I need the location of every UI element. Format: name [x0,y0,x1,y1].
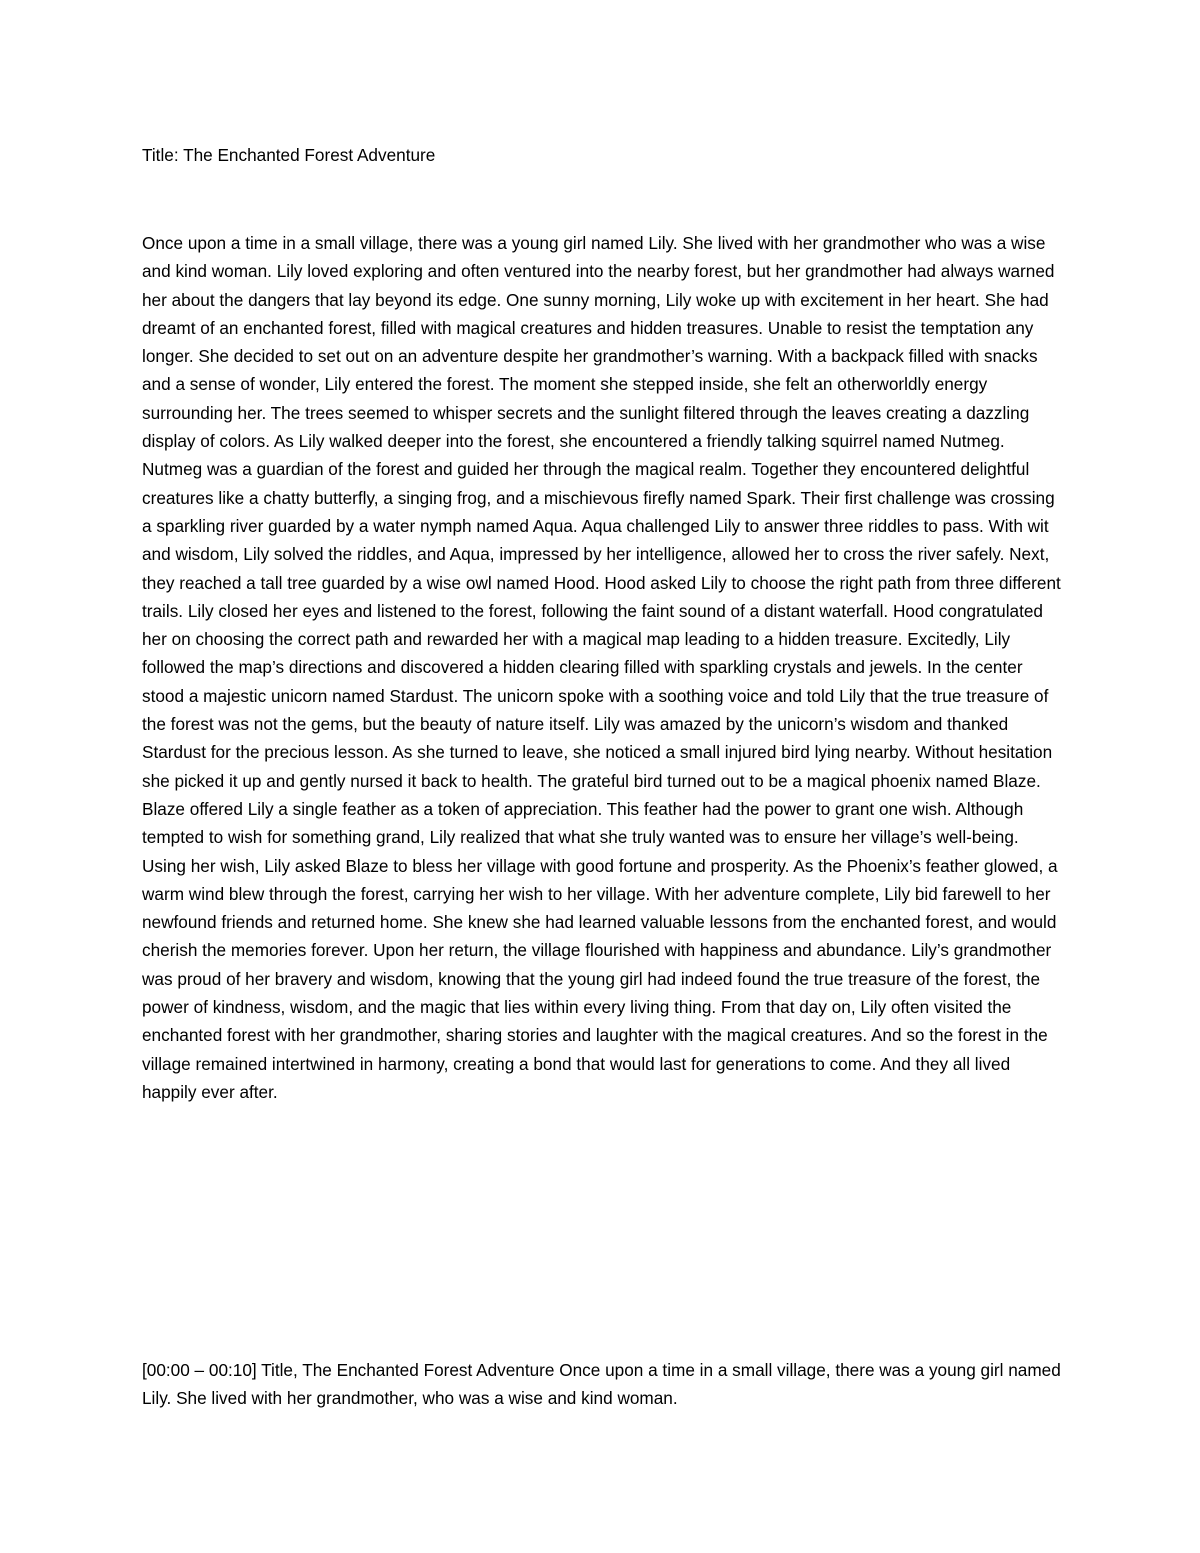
story-paragraph: Once upon a time in a small village, there was a young girl named Lily. She lived with her grandmother who was a wise and kind woman. Lily loved exploring and often ventured into the nearby forest, but her grandmother had always warned her about the dangers that lay beyond its edge. One sunny morning, Lily woke up with excitement in her heart. She had dreamt of an enchanted forest, filled with magical creatures and hidden treasures. Unable to resist the temptation any longer. She decided to set out on an adventure despite her grandmother’s warning. With a backpack filled with snacks and a sense of wonder, Lily entered the forest. The moment she stepped inside, she felt an otherworldly energy surrounding her. The trees seemed to whisper secrets and the sunlight filtered through the leaves creating a dazzling display of colors. As Lily walked deeper into the forest, she encountered a friendly talking squirrel named Nutmeg. Nutmeg was a guardian of the forest and guided her through the magical realm. Together they encountered delightful creatures like a chatty butterfly, a singing frog, and a mischievous firefly named Spark. Their first challenge was crossing a sparkling river guarded by a water nymph named Aqua. Aqua challenged Lily to answer three riddles to pass. With wit and wisdom, Lily solved the riddles, and Aqua, impressed by her intelligence, allowed her to cross the river safely. Next, they reached a tall tree guarded by a wise owl named Hood. Hood asked Lily to choose the right path from three different trails. Lily closed her eyes and listened to the forest, following the faint sound of a distant waterfall. Hood congratulated her on choosing the correct path and rewarded her with a magical map leading to a hidden treasure. Excitedly, Lily followed the map’s directions and discovered a hidden clearing filled with sparkling crystals and jewels. In the center stood a majestic unicorn named Stardust. The unicorn spoke with a soothing voice and told Lily that the true treasure of the forest was not the gems, but the beauty of nature itself. Lily was amazed by the unicorn’s wisdom and thanked Stardust for the precious lesson. As she turned to leave, she noticed a small injured bird lying nearby. Without hesitation she picked it up and gently nursed it back to health. The grateful bird turned out to be a magical phoenix named Blaze. Blaze offered Lily a single feather as a token of appreciation. This feather had the power to grant one wish. Although tempted to wish for something grand, Lily realized that what she truly wanted was to ensure her village’s well-being. Using her wish, Lily asked Blaze to bless her village with good fortune and prosperity. As the Phoenix’s feather glowed, a warm wind blew through the forest, carrying her wish to her village. With her adventure complete, Lily bid farewell to her newfound friends and returned home. She knew she had learned valuable lessons from the enchanted forest, and would cherish the memories forever. Upon her return, the village flourished with happiness and abundance. Lily’s grandmother was proud of her bravery and wisdom, knowing that the young girl had indeed found the true treasure of the forest, the power of kindness, wisdom, and the magic that lies within every living thing. From that day on, Lily often visited the enchanted forest with her grandmother, sharing stories and laughter with the magical creatures. And so the forest in the village remained intertwined in harmony, creating a bond that would last for generations to come. And they all lived happily ever after. [142,233,1061,1102]
document-title: Title: The Enchanted Forest Adventure [142,145,436,165]
transcript-paragraph: [00:00 – 00:10] Title, The Enchanted Forest Adventure Once upon a time in a small village, there was a young girl named Lily. She lived with her grandmother, who was a wise and kind woman. [142,1360,1061,1409]
